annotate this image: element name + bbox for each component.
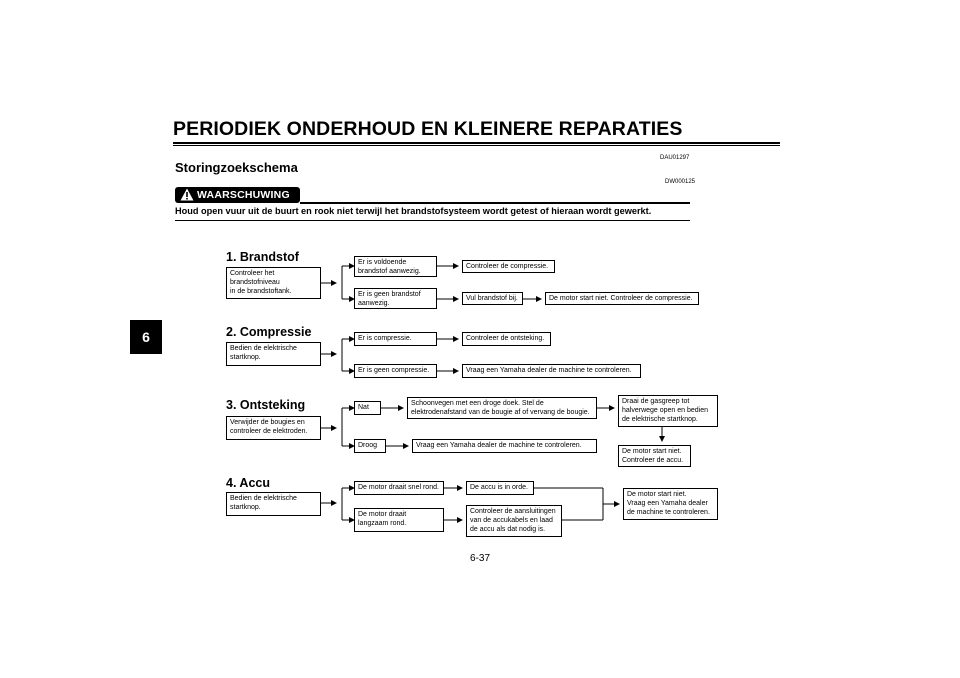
brandstof-no-box: Er is geen brandstof aanwezig.: [354, 288, 437, 309]
brandstof-title: 1. Brandstof: [226, 250, 299, 264]
warning-label: WAARSCHUWING: [197, 189, 290, 201]
ontsteking-wet-step2-box: Draai de gasgreep tot halverwege open en bedien de elektrische startknop.: [618, 395, 718, 427]
accu-fast-result-box: De accu is in orde.: [466, 481, 534, 495]
ontsteking-dry-result-box: Vraag een Yamaha dealer de machine te controleren.: [412, 439, 597, 453]
ontsteking-wet-box: Nat: [354, 401, 381, 415]
accu-slow-box: De motor draait langzaam rond.: [354, 508, 444, 532]
compressie-yes-box: Er is compressie.: [354, 332, 437, 346]
accu-fast-box: De motor draait snel rond.: [354, 481, 444, 495]
brandstof-yes-box: Er is voldoende brandstof aanwezig.: [354, 256, 437, 277]
accu-slow-step-box: Controleer de aansluitingen van de accukabels en laad de accu als dat nodig is.: [466, 505, 562, 537]
chapter-tab: 6: [130, 320, 162, 354]
brandstof-start-box: Controleer het brandstofniveau in de brandstoftank.: [226, 267, 321, 299]
page-header-title: PERIODIEK ONDERHOUD EN KLEINERE REPARATIES: [173, 118, 683, 140]
accu-final-box: De motor start niet. Vraag een Yamaha dealer de machine te controleren.: [623, 488, 718, 520]
brandstof-yes-result-box: Controleer de compressie.: [462, 260, 555, 273]
compressie-no-box: Er is geen compressie.: [354, 364, 437, 378]
accu-title: 4. Accu: [226, 476, 271, 490]
brandstof-no-result-box: De motor start niet. Controleer de compressie.: [545, 292, 699, 305]
ontsteking-dry-box: Droog: [354, 439, 386, 453]
ontsteking-wet-result-box: De motor start niet. Controleer de accu.: [618, 445, 691, 467]
warning-code: DW000125: [665, 179, 696, 185]
compressie-no-result-box: Vraag een Yamaha dealer de machine te controleren.: [462, 364, 641, 378]
ontsteking-start-box: Verwijder de bougies en controleer de elektroden.: [226, 416, 321, 440]
compressie-start-box: Bedien de elektrische startknop.: [226, 342, 321, 366]
section-code: DAU01297: [660, 155, 690, 161]
brandstof-no-step-box: Vul brandstof bij.: [462, 292, 523, 305]
accu-start-box: Bedien de elektrische startknop.: [226, 492, 321, 516]
compressie-title: 2. Compressie: [226, 325, 312, 339]
ontsteking-title: 3. Ontsteking: [226, 398, 306, 412]
page-number: 6-37: [469, 553, 490, 564]
ontsteking-wet-step-box: Schoonvegen met een droge doek. Stel de elektrodenafstand van de bougie af of vervang de bougie.: [407, 397, 597, 419]
compressie-yes-result-box: Controleer de ontsteking.: [462, 332, 551, 346]
warning-text: Houd open vuur uit de buurt en rook niet terwijl het brandstofsysteem wordt getest of hieraan wordt gewerkt.: [175, 206, 652, 216]
section-title: Storingzoekschema: [175, 160, 298, 175]
